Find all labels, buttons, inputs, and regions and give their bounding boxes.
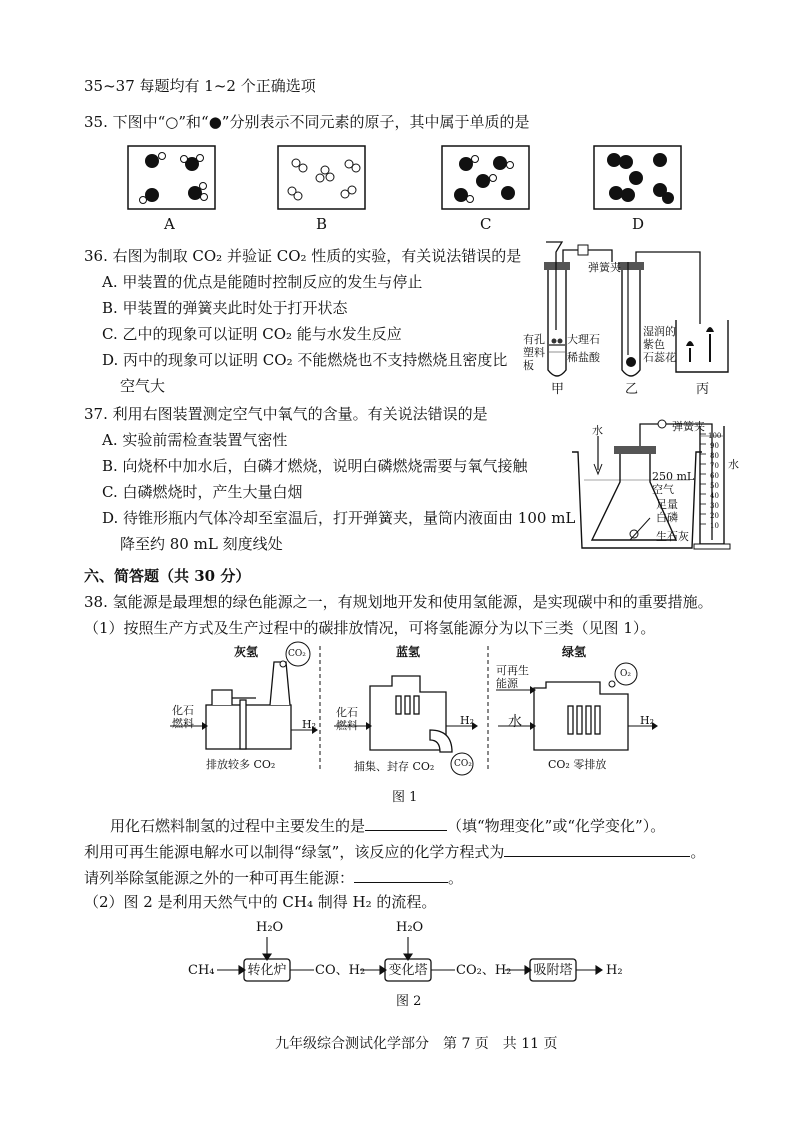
panel-green-caption: CO₂ 零排放 — [548, 758, 607, 771]
scale-label: 80 — [710, 452, 719, 460]
scale-label: 90 — [710, 442, 719, 450]
label-flask: 250 mL 空气 — [652, 470, 695, 496]
q37-option-c: C. 白磷燃烧时，产生大量白烟 — [102, 483, 303, 501]
flow-box-shift-tower: 变化塔 — [388, 963, 428, 978]
scale-label: 20 — [710, 512, 719, 520]
panel-green-output: H₂ — [640, 714, 655, 727]
flow-input-h2o-1: H₂O — [256, 920, 284, 935]
q37-stem: 37. 利用右图装置测定空气中氧气的含量。有关说法错误的是 — [84, 405, 488, 423]
scale-label: 10 — [710, 522, 719, 530]
scale-label: 70 — [710, 462, 719, 470]
section-note: 35~37 每题均有 1~2 个正确选项 — [84, 77, 316, 95]
label-plate: 有孔 塑料板 — [523, 333, 545, 372]
figure-2-caption: 图 2 — [396, 994, 422, 1009]
q38-stem: 38. 氢能源是最理想的绿色能源之一，有规划地开发和使用氢能源，是实现碳中和的重要措施。 — [84, 593, 713, 611]
option-a-label: A — [164, 215, 175, 233]
panel-green-title: 绿氢 — [562, 645, 587, 659]
option-b-label: B — [316, 215, 328, 233]
figure-1-caption: 图 1 — [392, 790, 418, 805]
label-acid: 稀盐酸 — [567, 351, 600, 364]
q38-line3-text: 请列举除氢能源之外的一种可再生能源： — [84, 869, 355, 887]
label-clip-37: 弹簧夹 — [672, 420, 705, 433]
panel-grey-bubble: CO₂ — [288, 649, 306, 659]
q36-option-c: C. 乙中的现象可以证明 CO₂ 能与水发生反应 — [102, 325, 402, 343]
flow-end-h2: H₂ — [606, 963, 623, 978]
label-jia: 甲 — [551, 382, 565, 397]
period: 。 — [690, 843, 706, 861]
panel-grey-title: 灰氢 — [234, 645, 259, 659]
scale-label: 100 — [708, 432, 722, 440]
q38-line1-b: （填“物理变化”或“化学变化”）。 — [447, 817, 666, 835]
q36-stem: 36. 右图为制取 CO₂ 并验证 CO₂ 性质的实验，有关说法错误的是 — [84, 247, 522, 265]
q38-part1: （1）按照生产方式及生产过程中的碳排放情况，可将氢能源分为以下三类（见图 1）。 — [84, 619, 656, 637]
flow-mid-2: CO₂、H₂ — [456, 963, 512, 978]
scale-label: 60 — [710, 472, 719, 480]
q37-option-a: A. 实验前需检查装置气密性 — [102, 431, 288, 449]
q36-option-d-cont: 空气大 — [120, 377, 166, 395]
label-phosphorus: 足量 白磷 — [656, 498, 678, 524]
scale-label: 30 — [710, 502, 719, 510]
flow-box-adsorption-tower: 吸附塔 — [533, 963, 573, 978]
panel-green-input: 水 — [508, 714, 522, 730]
q37-option-b: B. 向烧杯中加水后，白磷才燃烧，说明白磷燃烧需要与氧气接触 — [102, 457, 528, 475]
q36-option-b: B. 甲装置的弹簧夹此时处于打开状态 — [102, 299, 348, 317]
flow-box-converter: 转化炉 — [247, 963, 287, 978]
option-d-label: D — [632, 215, 645, 233]
panel-blue-title: 蓝氢 — [396, 645, 421, 659]
q36-option-a: A. 甲装置的优点是能随时控制反应的发生与停止 — [102, 273, 423, 291]
label-bing: 丙 — [696, 382, 710, 397]
q35-stem: 35. 下图中“○”和“●”分别表示不同元素的原子，其中属于单质的是 — [84, 113, 530, 131]
option-c-label: C — [480, 215, 492, 233]
scale-label: 40 — [710, 492, 719, 500]
q38-part2: （2）图 2 是利用天然气中的 CH₄ 制得 H₂ 的流程。 — [84, 893, 437, 911]
panel-grey-output: H₂ — [302, 718, 317, 731]
q38-line2-text: 利用可再生能源电解水可以制得“绿氢”，该反应的化学方程式为 — [84, 843, 505, 861]
label-lime: 生石灰 — [656, 530, 689, 543]
label-water-right: 水 — [728, 458, 739, 471]
label-yi: 乙 — [625, 382, 639, 397]
label-water-left: 水 — [592, 424, 603, 437]
flow-start-ch4: CH₄ — [188, 963, 215, 978]
q38-line1-a: 用化石燃料制氢的过程中主要发生的是 — [110, 817, 366, 835]
panel-blue-output: H₂ — [460, 714, 475, 727]
label-marble: 大理石 — [567, 333, 600, 346]
flow-input-h2o-2: H₂O — [396, 920, 424, 935]
section-6-title: 六、简答题（共 30 分） — [84, 567, 251, 585]
label-clip-36: 弹簧夹 — [588, 261, 621, 274]
label-flower: 湿润的 紫色 石蕊花 — [643, 325, 676, 364]
panel-green-input-top: 可再生 能源 — [496, 664, 529, 690]
panel-blue-caption: 捕集、封存 CO₂ — [354, 760, 435, 773]
q37-option-d-cont: 降至约 80 mL 刻度线处 — [120, 535, 283, 553]
page-footer: 九年级综合测试化学部分 第 7 页 共 11 页 — [275, 1036, 558, 1052]
panel-blue-bubble: CO₂ — [454, 759, 472, 769]
q37-option-d: D. 待锥形瓶内气体冷却至室温后，打开弹簧夹，量筒内液面由 100 mL — [102, 509, 576, 527]
q36-option-d: D. 丙中的现象可以证明 CO₂ 不能燃烧也不支持燃烧且密度比 — [102, 351, 508, 369]
panel-grey-input: 化石 燃料 — [172, 704, 194, 730]
flow-mid-1: CO、H₂ — [315, 963, 366, 978]
period: 。 — [448, 869, 464, 887]
scale-label: 50 — [710, 482, 719, 490]
panel-blue-input: 化石 燃料 — [336, 706, 358, 732]
panel-grey-caption: 排放较多 CO₂ — [206, 758, 276, 771]
panel-green-bubble: O₂ — [620, 669, 631, 679]
